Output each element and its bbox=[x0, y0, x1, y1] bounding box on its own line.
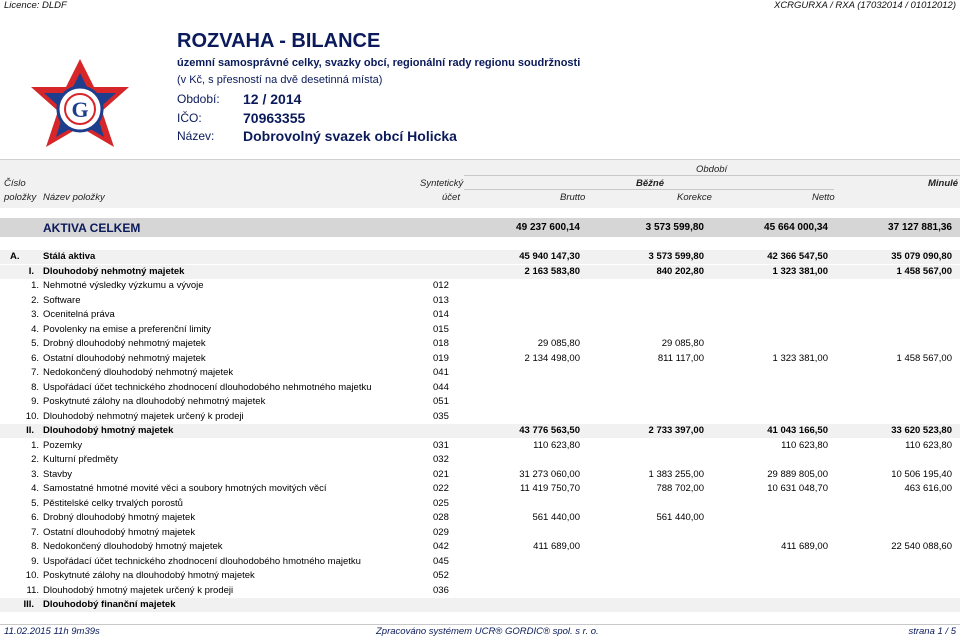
page-footer bbox=[0, 624, 960, 638]
table-row bbox=[0, 265, 960, 279]
header-divider-2 bbox=[464, 189, 834, 190]
row-number: 6. bbox=[31, 352, 39, 364]
header-obdobi: Období bbox=[696, 164, 728, 175]
row-netto: 42 366 547,50 bbox=[767, 251, 828, 262]
row-minule: 110 623,80 bbox=[905, 439, 952, 451]
row-netto: 10 631 048,70 bbox=[767, 483, 828, 494]
table-row bbox=[0, 526, 960, 540]
row-netto: 1 323 381,00 bbox=[772, 352, 828, 364]
row-account: 013 bbox=[433, 294, 449, 306]
row-account: 025 bbox=[433, 497, 449, 509]
row-number: 4. bbox=[31, 323, 39, 335]
row-number: I. bbox=[28, 265, 34, 277]
row-name: Poskytnuté zálohy na dlouhodobý hmotný majetek bbox=[43, 570, 255, 581]
total-minule: 37 127 881,36 bbox=[888, 222, 952, 233]
row-name: Drobný dlouhodobý hmotný majetek bbox=[43, 512, 196, 523]
row-name: Uspořádací účet technického zhodnocení dlouhodobého nehmotného majetku bbox=[43, 381, 372, 393]
footer-page: strana 1 / 5 bbox=[908, 626, 956, 637]
row-name: Pěstitelské celky trvalých porostů bbox=[43, 497, 183, 509]
row-number: 8. bbox=[31, 541, 39, 552]
name-value: Dobrovolný svazek obcí Holicka bbox=[243, 128, 457, 144]
gordic-logo-icon bbox=[24, 57, 136, 167]
row-number: 6. bbox=[31, 512, 39, 523]
table-row bbox=[0, 424, 960, 438]
row-netto: 41 043 166,50 bbox=[767, 425, 828, 436]
header-minule: Minulé bbox=[928, 178, 959, 189]
header-polozky: položky bbox=[4, 192, 37, 203]
row-account: 036 bbox=[433, 584, 449, 596]
row-minule: 1 458 567,00 bbox=[896, 352, 952, 364]
row-number: 3. bbox=[31, 468, 39, 480]
row-number: 3. bbox=[31, 309, 39, 320]
row-name: Nedokončený dlouhodobý hmotný majetek bbox=[43, 541, 223, 552]
svg-text:G: G bbox=[71, 97, 89, 122]
table-row bbox=[0, 598, 960, 612]
row-name: Stavby bbox=[43, 468, 73, 480]
table-row bbox=[0, 540, 960, 554]
period-value: 12 / 2014 bbox=[243, 91, 302, 107]
row-number: II. bbox=[26, 425, 34, 436]
period-label: Období: bbox=[177, 92, 220, 106]
row-name: Stálá aktiva bbox=[43, 251, 96, 262]
row-number: 2. bbox=[31, 454, 39, 465]
row-name: Povolenky na emise a preferenční limity bbox=[43, 323, 211, 335]
row-korekce: 561 440,00 bbox=[656, 512, 704, 523]
row-number: 7. bbox=[31, 526, 39, 538]
row-name: Nehmotné výsledky výzkumu a vývoje bbox=[43, 280, 204, 291]
row-brutto: 411 689,00 bbox=[533, 541, 580, 552]
row-brutto: 110 623,80 bbox=[533, 439, 580, 451]
row-netto: 110 623,80 bbox=[781, 439, 828, 451]
table-row bbox=[0, 453, 960, 467]
report-subtitle: územní samosprávné celky, svazky obcí, regionální rady regionu soudržnosti bbox=[177, 57, 581, 69]
row-account: 029 bbox=[433, 526, 449, 538]
row-netto: 29 889 805,00 bbox=[767, 468, 828, 480]
row-number: III. bbox=[23, 599, 34, 610]
table-row bbox=[0, 308, 960, 322]
row-korekce: 840 202,80 bbox=[656, 265, 704, 277]
row-brutto: 2 163 583,80 bbox=[524, 265, 580, 277]
table-row bbox=[0, 294, 960, 308]
row-korekce: 29 085,80 bbox=[661, 338, 704, 349]
row-account: 031 bbox=[433, 439, 449, 451]
table-row bbox=[0, 555, 960, 569]
row-name: Dlouhodobý nehmotný majetek bbox=[43, 265, 185, 277]
row-account: 015 bbox=[433, 323, 449, 335]
row-account: 051 bbox=[433, 396, 449, 407]
ico-label: IČO: bbox=[177, 111, 202, 125]
header-ucet: účet bbox=[442, 192, 460, 203]
row-account: 042 bbox=[433, 541, 449, 552]
row-brutto: 29 085,80 bbox=[537, 338, 580, 349]
table-row bbox=[0, 323, 960, 337]
table-row bbox=[0, 352, 960, 366]
row-brutto: 2 134 498,00 bbox=[524, 352, 580, 364]
row-brutto: 11 419 750,70 bbox=[519, 483, 580, 494]
row-name: Dlouhodobý nehmotný majetek určený k prodeji bbox=[43, 410, 244, 422]
table-row bbox=[0, 337, 960, 351]
row-brutto: 45 940 147,30 bbox=[519, 251, 580, 262]
row-number: A. bbox=[10, 251, 20, 262]
total-brutto: 49 237 600,14 bbox=[516, 222, 580, 233]
total-korekce: 3 573 599,80 bbox=[645, 222, 704, 233]
row-account: 044 bbox=[433, 381, 449, 393]
row-account: 041 bbox=[433, 367, 449, 378]
row-minule: 35 079 090,80 bbox=[891, 251, 952, 262]
row-account: 022 bbox=[433, 483, 449, 494]
table-row bbox=[0, 410, 960, 424]
row-name: Ocenitelná práva bbox=[43, 309, 115, 320]
table-row bbox=[0, 584, 960, 598]
row-account: 018 bbox=[433, 338, 449, 349]
row-account: 035 bbox=[433, 410, 449, 422]
row-number: 11. bbox=[26, 584, 39, 596]
name-label: Název: bbox=[177, 129, 215, 143]
header-netto: Netto bbox=[812, 192, 835, 203]
license-text: Licence: DLDF bbox=[4, 0, 67, 11]
row-name: Dlouhodobý hmotný majetek určený k prodeji bbox=[43, 584, 234, 596]
row-account: 012 bbox=[433, 280, 449, 291]
header-brutto: Brutto bbox=[560, 192, 586, 203]
header-nazev: Název položky bbox=[43, 192, 105, 203]
row-minule: 1 458 567,00 bbox=[896, 265, 952, 277]
ico-value: 70963355 bbox=[243, 110, 306, 126]
row-korekce: 3 573 599,80 bbox=[648, 251, 704, 262]
row-korekce: 1 383 255,00 bbox=[648, 468, 704, 480]
row-name: Dlouhodobý finanční majetek bbox=[43, 599, 176, 610]
row-name: Kulturní předměty bbox=[43, 454, 118, 465]
report-title: ROZVAHA - BILANCE bbox=[177, 30, 381, 52]
row-name: Drobný dlouhodobý nehmotný majetek bbox=[43, 338, 206, 349]
row-account: 021 bbox=[433, 468, 449, 480]
table-row bbox=[0, 279, 960, 293]
row-name: Ostatní dlouhodobý nehmotný majetek bbox=[43, 352, 206, 364]
row-name: Uspořádací účet technického zhodnocení dlouhodobého hmotného majetku bbox=[43, 555, 361, 567]
table-row bbox=[0, 250, 960, 264]
row-account: 032 bbox=[433, 454, 449, 465]
table-row bbox=[0, 468, 960, 482]
row-korekce: 788 702,00 bbox=[656, 483, 704, 494]
row-name: Poskytnuté zálohy na dlouhodobý nehmotný majetek bbox=[43, 396, 266, 407]
row-account: 028 bbox=[433, 512, 449, 523]
table-row bbox=[0, 395, 960, 409]
footer-system: Zpracováno systémem UCR® GORDIC® spol. s r. o. bbox=[376, 626, 599, 637]
row-minule: 463 616,00 bbox=[904, 483, 952, 494]
row-number: 4. bbox=[31, 483, 39, 494]
top-bar bbox=[0, 0, 960, 12]
total-netto: 45 664 000,34 bbox=[764, 222, 828, 233]
row-minule: 10 506 195,40 bbox=[891, 468, 952, 480]
table-row bbox=[0, 497, 960, 511]
table-row bbox=[0, 439, 960, 453]
header-divider bbox=[464, 175, 960, 176]
row-account: 019 bbox=[433, 352, 449, 364]
table-row bbox=[0, 381, 960, 395]
row-name: Pozemky bbox=[43, 439, 83, 451]
row-name: Dlouhodobý hmotný majetek bbox=[43, 425, 174, 436]
row-name: Ostatní dlouhodobý hmotný majetek bbox=[43, 526, 196, 538]
header-bezne: Běžné bbox=[636, 178, 664, 189]
row-number: 10. bbox=[25, 410, 39, 422]
header-cislo: Číslo bbox=[4, 178, 26, 189]
row-number: 8. bbox=[31, 381, 39, 393]
row-number: 7. bbox=[31, 367, 39, 378]
aktiva-celkem-label: AKTIVA CELKEM bbox=[43, 221, 141, 235]
row-korekce: 2 733 397,00 bbox=[648, 425, 704, 436]
report-units-note: (v Kč, s přesností na dvě desetinná místa) bbox=[177, 74, 383, 86]
aktiva-celkem-row bbox=[0, 218, 960, 237]
table-row bbox=[0, 366, 960, 380]
table-row bbox=[0, 482, 960, 496]
row-number: 1. bbox=[31, 439, 39, 451]
row-brutto: 561 440,00 bbox=[532, 512, 580, 523]
row-number: 1. bbox=[31, 280, 39, 291]
row-brutto: 43 776 563,50 bbox=[519, 425, 580, 436]
row-number: 5. bbox=[31, 497, 39, 509]
row-number: 2. bbox=[31, 294, 39, 306]
row-minule: 22 540 088,60 bbox=[891, 541, 952, 552]
row-name: Nedokončený dlouhodobý nehmotný majetek bbox=[43, 367, 234, 378]
header-synteticky: Syntetický bbox=[420, 178, 464, 189]
row-number: 10. bbox=[25, 570, 39, 581]
footer-timestamp: 11.02.2015 11h 9m39s bbox=[4, 626, 100, 637]
row-netto: 411 689,00 bbox=[781, 541, 828, 552]
table-row bbox=[0, 511, 960, 525]
table-header bbox=[0, 159, 960, 208]
row-number: 5. bbox=[31, 338, 39, 349]
row-korekce: 811 117,00 bbox=[657, 352, 704, 364]
row-account: 045 bbox=[433, 555, 449, 567]
row-brutto: 31 273 060,00 bbox=[519, 468, 580, 480]
row-account: 014 bbox=[433, 309, 449, 320]
report-code: XCRGURXA / RXA (17032014 / 01012012) bbox=[773, 0, 956, 11]
header-korekce: Korekce bbox=[677, 192, 712, 203]
row-number: 9. bbox=[31, 555, 39, 567]
row-minule: 33 620 523,80 bbox=[891, 425, 952, 436]
row-name: Software bbox=[43, 294, 81, 306]
row-number: 9. bbox=[31, 396, 39, 407]
row-name: Samostatné hmotné movité věci a soubory hmotných movitých věcí bbox=[43, 483, 327, 494]
row-account: 052 bbox=[433, 570, 449, 581]
table-row bbox=[0, 569, 960, 583]
row-netto: 1 323 381,00 bbox=[772, 265, 828, 277]
